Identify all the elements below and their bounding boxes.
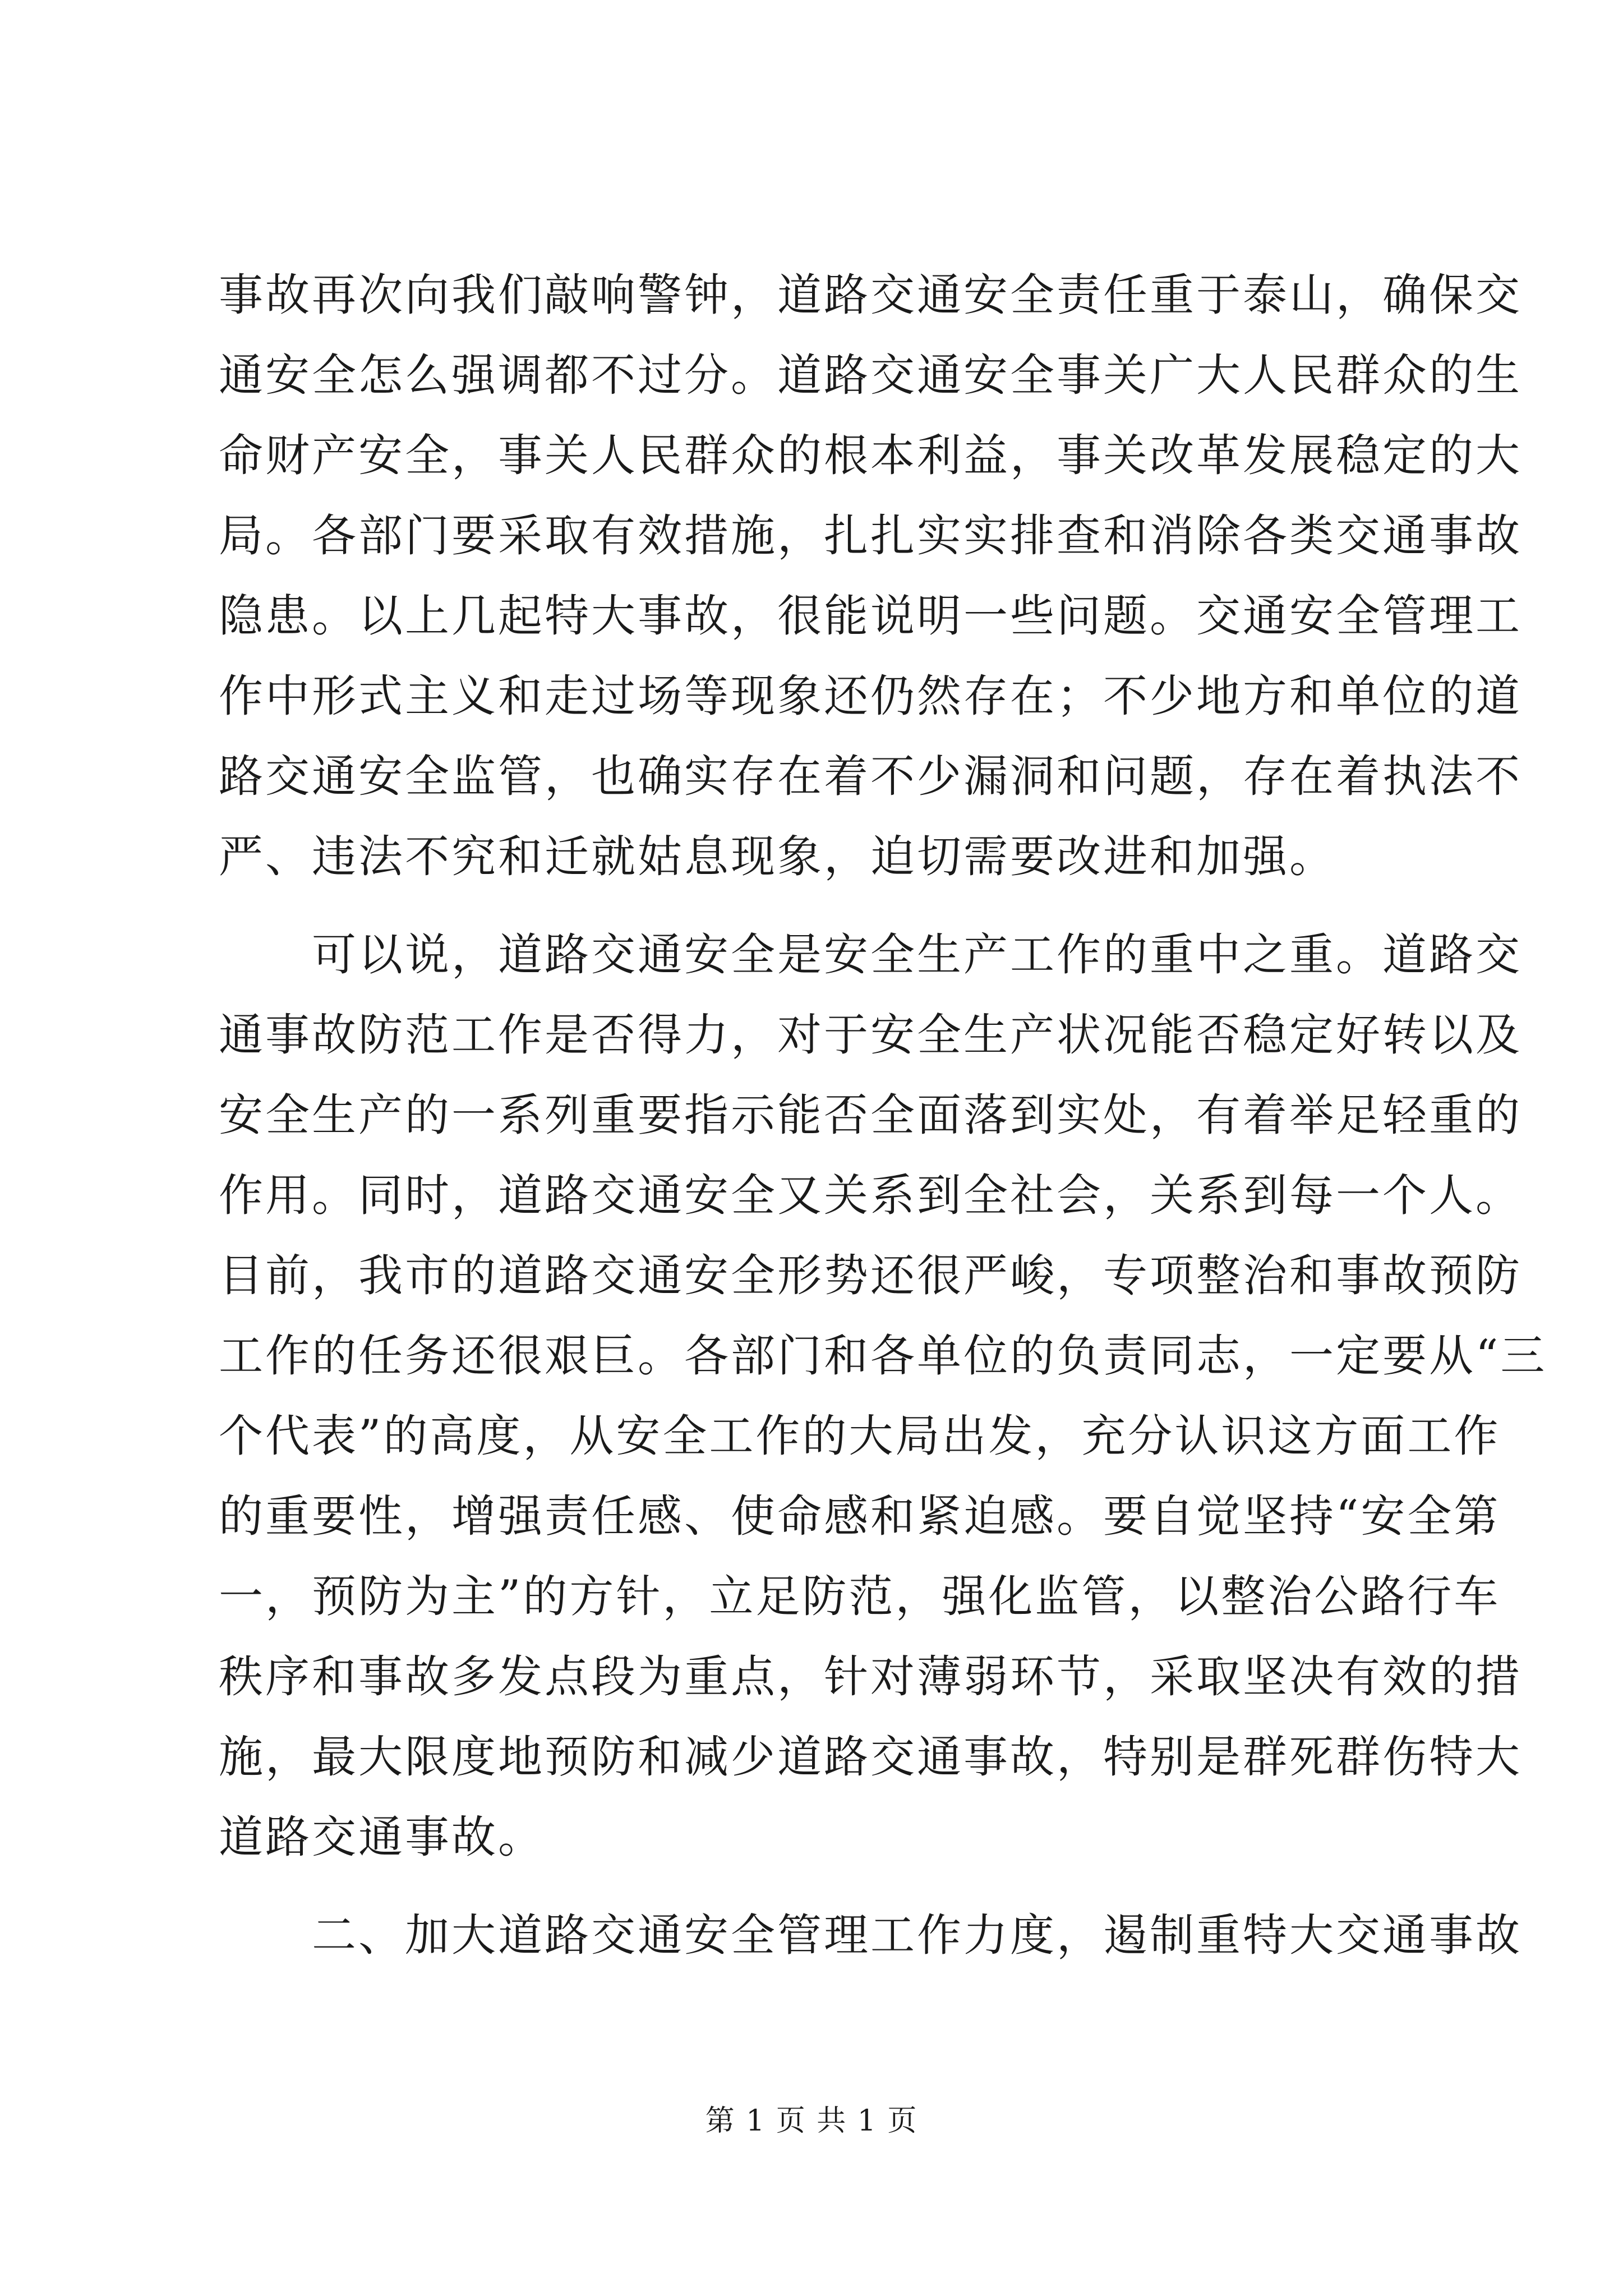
page-number-footer: 第 1 页 共 1 页	[705, 2104, 918, 2138]
text-line: 工作的任务还很艰巨。各部门和各单位的负责同志，一定要从“三	[219, 1330, 1547, 1382]
text-line: 命财产安全，事关人民群众的根本利益，事关改革发展稳定的大	[219, 430, 1522, 481]
text-line: 的重要性，增强责任感、使命感和紧迫感。要自觉坚持“安全第	[219, 1490, 1501, 1542]
document-body	[219, 255, 1547, 1976]
text-line: 事故再次向我们敲响警钟，道路交通安全责任重于泰山，确保交	[219, 269, 1522, 321]
paragraph-spacer	[219, 1878, 1430, 1895]
paragraph-3	[219, 1895, 1522, 1976]
text-line: 路交通安全监管，也确实存在着不少漏洞和问题，存在着执法不	[219, 751, 1522, 802]
paragraph-1	[219, 255, 1522, 897]
text-line: 一，预防为主”的方针，立足防范，强化监管，以整治公路行车	[219, 1571, 1501, 1622]
text-line: 严、违法不究和迁就姑息现象，迫切需要改进和加强。	[219, 831, 1336, 882]
text-line: 目前，我市的道路交通安全形势还很严峻，专项整治和事故预防	[219, 1250, 1522, 1301]
text-line: 个代表”的高度，从安全工作的大局出发，充分认识这方面工作	[219, 1410, 1501, 1462]
text-line: 二、加大道路交通安全管理工作力度，遏制重特大交通事故	[219, 1910, 1522, 1961]
text-line: 局。各部门要采取有效措施，扎扎实实排查和消除各类交通事故	[219, 510, 1522, 562]
paragraph-2	[219, 915, 1547, 1878]
text-line: 道路交通事故。	[219, 1811, 545, 1863]
text-line: 作中形式主义和走过场等现象还仍然存在；不少地方和单位的道	[219, 670, 1522, 722]
text-line: 隐患。以上几起特大事故，很能说明一些问题。交通安全管理工	[219, 590, 1522, 642]
text-line: 安全生产的一系列重要指示能否全面落到实处，有着举足轻重的	[219, 1089, 1522, 1141]
text-line: 通安全怎么强调都不过分。道路交通安全事关广大人民群众的生	[219, 349, 1522, 401]
text-line: 秩序和事故多发点段为重点，针对薄弱环节，采取坚决有效的措	[219, 1651, 1522, 1703]
text-line: 作用。同时，道路交通安全又关系到全社会，关系到每一个人。	[219, 1170, 1522, 1221]
paragraph-spacer	[219, 897, 1430, 915]
text-line: 通事故防范工作是否得力，对于安全生产状况能否稳定好转以及	[219, 1009, 1522, 1061]
text-line: 施，最大限度地预防和减少道路交通事故，特别是群死群伤特大	[219, 1731, 1522, 1783]
text-line: 可以说，道路交通安全是安全生产工作的重中之重。道路交	[219, 929, 1522, 981]
